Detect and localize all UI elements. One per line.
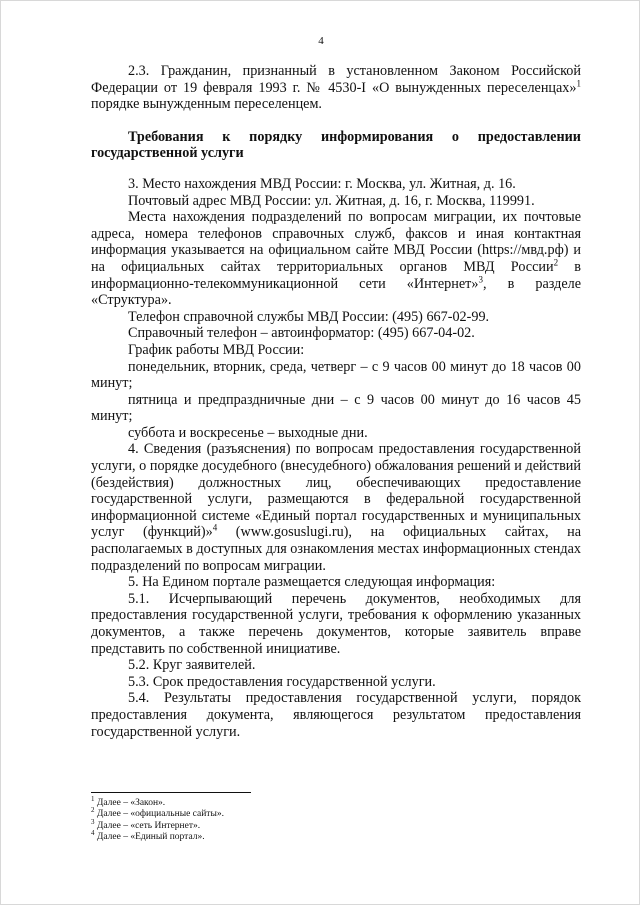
footnote: $^4$ Далее – «Единый портал».: [91, 829, 205, 843]
schedule-weekend: суббота и воскресенье – выходные дни.: [128, 424, 368, 441]
footnote-ref-4: 4: [212, 522, 218, 533]
footnote-ref-3: 3: [478, 273, 483, 284]
postal-address: Почтовый адрес МВД России: ул. Житная, д. 16, г. Москва, 119991.: [128, 192, 535, 209]
paragraph-3: 3. Место нахождения МВД России: г. Москва, ул. Житная, д. 16.: [128, 175, 516, 192]
section-heading: Требования к порядку информирования о предоставлении государственной услуги: [91, 128, 581, 162]
footnote-ref-1: 1: [576, 77, 581, 88]
paragraph-2-3: 2.3. Гражданин, признанный в установленном Законом Российской Федерации от 19 февраля 1993 г. № 4530-I «О вынужденных переселенцах»$^1$ порядке вынужденным переселенцем.: [91, 63, 581, 113]
document-body: [91, 63, 581, 740]
paragraph-5: 5. На Едином портале размещается следующая информация:: [128, 574, 496, 591]
footnote: $^1$ Далее – «Закон».: [91, 794, 166, 808]
schedule-weekdays: понедельник, вторник, среда, четверг – с 9 часов 00 минут до 18 часов 00 минут;: [91, 358, 581, 392]
phone-auto: Справочный телефон – автоинформатор: (495) 667-04-02.: [128, 325, 475, 342]
footnotes: [91, 794, 391, 844]
paragraph-locations: Места нахождения подразделений по вопросам миграции, их почтовые адреса, номера телефонов справочных служб, факсов и иная контактная информация указывается на официальном сайте МВД России (https://мвд.рф) и на официальных сайтах территориальных органов МВД России$^2$ в информационно-телекоммуникационной сети «Интернет»$^3$, в разделе «Структура».: [91, 209, 581, 309]
schedule-friday: пятница и предпраздничные дни – с 9 часов 00 минут до 16 часов 45 минут;: [91, 391, 581, 425]
footnote-ref-2: 2: [553, 257, 559, 268]
paragraph-5-4: 5.4. Результаты предоставления государственной услуги, порядок предоставления документа, являющегося результатом предоставления государственной услуги.: [91, 690, 581, 740]
paragraph-5-1: 5.1. Исчерпывающий перечень документов, необходимых для предоставления государственной услуги, требования к оформлению указанных документов, а также перечень документов, которые заявитель вправе представить по собственной инициативе.: [91, 590, 581, 657]
schedule-title: График работы МВД России:: [128, 341, 305, 358]
paragraph-5-2: 5.2. Круг заявителей.: [128, 657, 256, 674]
phone-help: Телефон справочной службы МВД России: (495) 667-02-99.: [128, 308, 490, 325]
footnote: $^2$ Далее – «официальные сайты».: [91, 806, 224, 820]
paragraph-5-3: 5.3. Срок предоставления государственной услуги.: [128, 673, 436, 690]
paragraph-4: 4. Сведения (разъяснения) по вопросам предоставления государственной услуги, о порядке досудебного (внесудебного) обжалования решений и действий (бездействия) должностных лиц, обеспечивающих предоставление государственной услуги, размещаются в федеральной государственной информационной системе «Единый портал государственных и муниципальных услуг (функций)»$^4$ (www.gosuslugi.ru), на официальных сайтах, на располагаемых в доступных для ознакомления местах информационных стендах подразделений по вопросам миграции.: [91, 441, 581, 574]
footnote: $^3$ Далее – «сеть Интернет».: [91, 817, 201, 831]
footnote-separator: [91, 792, 251, 793]
page-number: 4: [318, 35, 324, 47]
